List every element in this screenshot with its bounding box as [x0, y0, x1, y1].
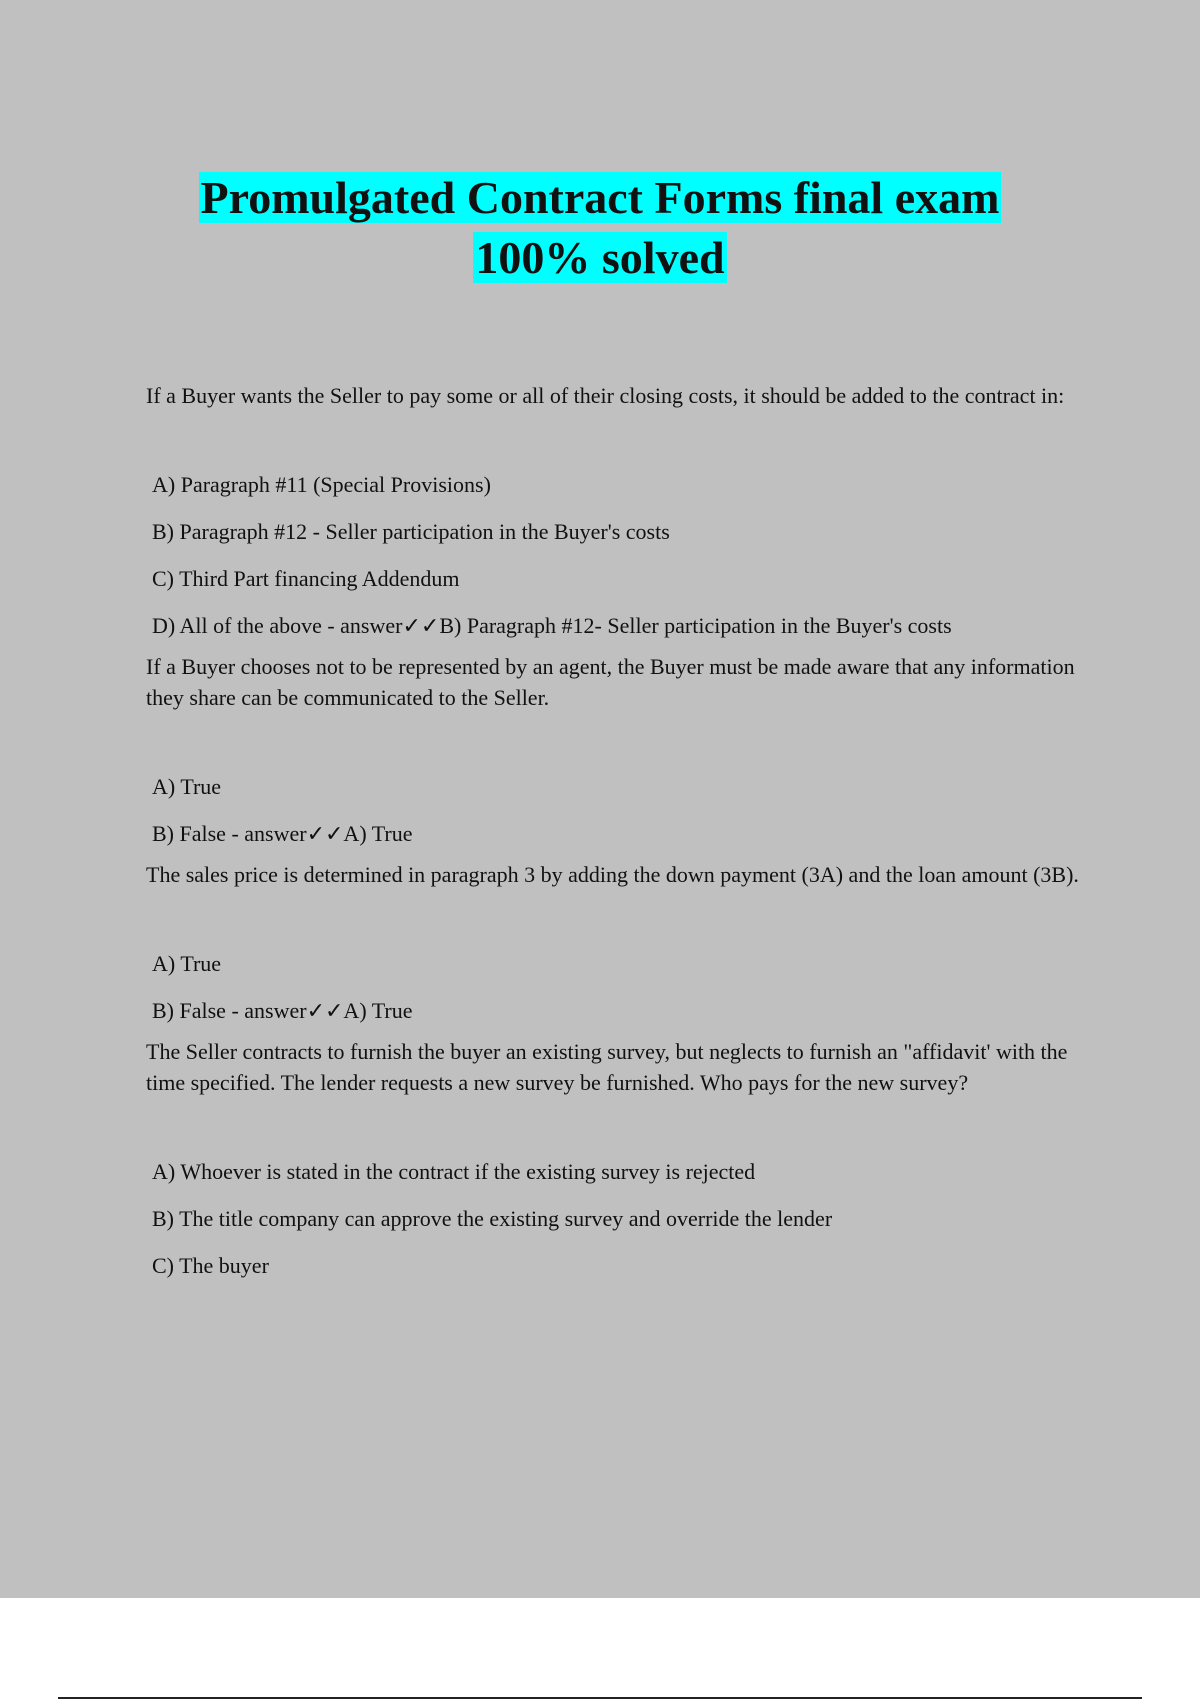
question-block-4 [146, 1036, 1086, 1281]
answer-option: A) Whoever is stated in the contract if the existing survey is rejected [152, 1159, 756, 1184]
question-block-2 [146, 651, 1086, 849]
answer-option-with-solution: B) False - answer✓✓A) True [152, 821, 413, 846]
question-text: The sales price is determined in paragraph 3 by adding the down payment (3A) and the loan amount (3B). [146, 862, 1079, 887]
footer-divider [58, 1697, 1142, 1699]
title-line-2: 100% solved [475, 232, 725, 283]
question-list [146, 380, 1086, 1297]
answer-option-with-solution: D) All of the above - answer✓✓B) Paragraph #12- Seller participation in the Buyer's costs [152, 613, 952, 638]
answer-option-with-solution: B) False - answer✓✓A) True [152, 998, 413, 1023]
answer-option: A) True [152, 951, 222, 976]
answer-option: B) The title company can approve the existing survey and override the lender [152, 1206, 833, 1231]
question-text: If a Buyer chooses not to be represented by an agent, the Buyer must be made aware that any information they share can be communicated to the Seller. [146, 654, 1075, 710]
page-title [0, 168, 1200, 288]
question-text: If a Buyer wants the Seller to pay some or all of their closing costs, it should be added to the contract in: [146, 383, 1065, 408]
question-text: The Seller contracts to furnish the buyer an existing survey, but neglects to furnish an "affidavit' with the time specified. The lender requests a new survey be furnished. Who pays for the new survey? [146, 1039, 1068, 1095]
answer-option: A) True [152, 774, 222, 799]
answer-option: B) Paragraph #12 - Seller participation in the Buyer's costs [152, 519, 670, 544]
question-block-3 [146, 859, 1086, 1026]
title-line-1: Promulgated Contract Forms final exam [200, 172, 1000, 223]
answer-option: C) The buyer [152, 1253, 269, 1278]
answer-option: A) Paragraph #11 (Special Provisions) [152, 472, 491, 497]
question-block-1 [146, 380, 1086, 641]
answer-option: C) Third Part financing Addendum [152, 566, 460, 591]
